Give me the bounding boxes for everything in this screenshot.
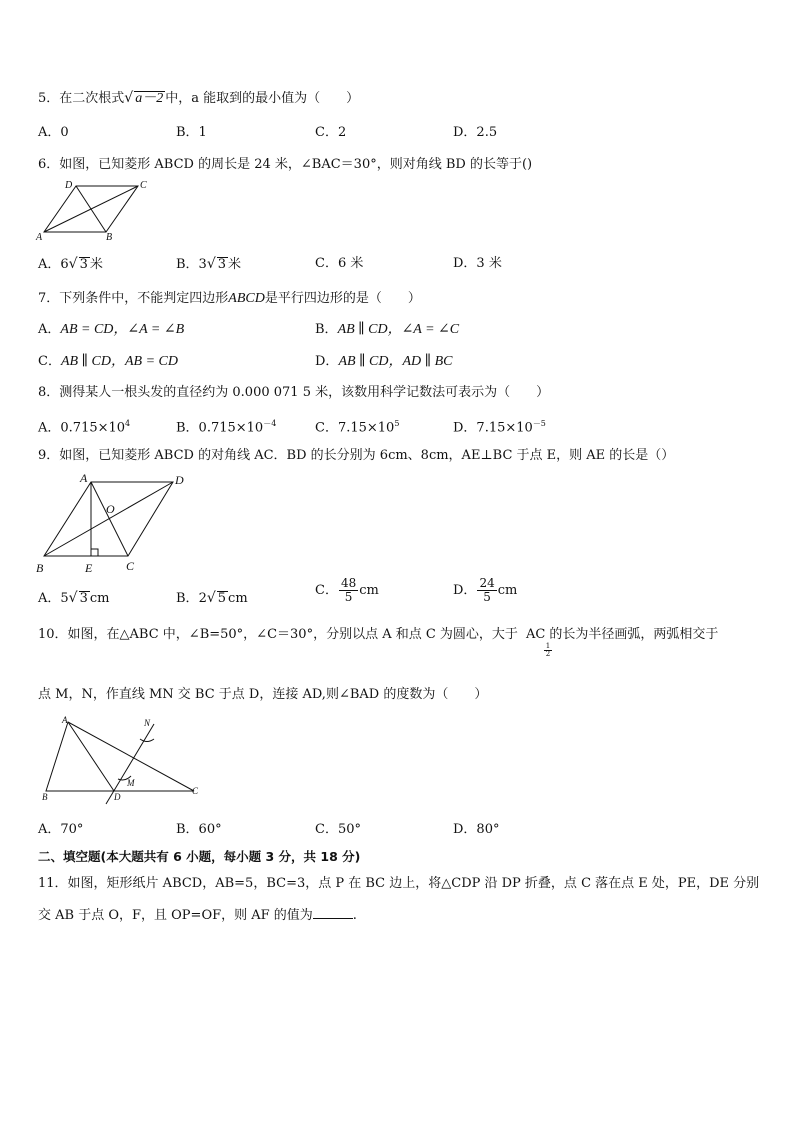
q7-stem-pre: 7．下列条件中，不能判定四边形 [38, 291, 229, 306]
q8-option-b-exp: －4 [263, 419, 277, 428]
fraction-numerator: 48 [340, 576, 357, 590]
q9-option-c-unit: cm [359, 583, 379, 598]
q10-label-d: D [114, 792, 121, 802]
q6-label-a: A [36, 232, 43, 243]
q10-option-a[interactable]: A．70° [38, 822, 84, 837]
q9-option-b-coef: 2 [198, 591, 207, 606]
q8-option-c-exp: 5 [394, 419, 400, 428]
q8-option-a-exp: 4 [125, 419, 131, 428]
q7-option-b-label: B． [315, 322, 338, 337]
q10-line1 [38, 627, 718, 643]
fraction-numerator: 24 [479, 576, 495, 590]
q10-segment-ad [68, 722, 114, 791]
q7-option-d[interactable] [315, 354, 452, 370]
q5-option-d[interactable]: D．2.5 [453, 125, 498, 140]
q9-option-a-label: A． [38, 591, 61, 606]
q10-option-b[interactable]: B．60° [176, 822, 222, 837]
q6-option-a[interactable] [38, 256, 103, 273]
q6-label-c: C [140, 180, 147, 191]
q10-arc-n [140, 739, 154, 742]
q11-line2 [38, 906, 357, 924]
q5-prefix: 5．在二次根式 [38, 91, 125, 106]
q10-line2: 点 M，N，作直线 MN 交 BC 于点 D，连接 AD,则∠BAD 的度数为（ ） [38, 687, 488, 702]
q8-option-a-base: A．0.715×10 [38, 420, 126, 436]
q9-option-a[interactable] [38, 590, 109, 607]
q9-label-c: C [126, 559, 135, 573]
q7-stem-post: 是平行四边形的是（ ） [264, 291, 421, 306]
q7-option-a[interactable] [38, 322, 184, 338]
q11-line2-end: . [352, 908, 357, 923]
q7-option-c-math: AB ∥ CD，AB = CD [60, 354, 178, 369]
q6-option-a-coef: A．6 [38, 257, 69, 272]
q9-option-c[interactable] [315, 577, 379, 604]
q7-option-c[interactable] [38, 354, 178, 370]
q10-label-b: B [42, 792, 48, 802]
q11-line2-text: 交 AB 于点 O，F，且 OP=OF，则 AF 的值为 [38, 908, 313, 923]
q5-option-b[interactable]: B．1 [176, 125, 207, 140]
q8-option-b-base: B．0.715×10 [176, 420, 264, 436]
q9-option-a-rad: 3 [79, 591, 88, 606]
q7-option-d-math: AB ∥ CD，AD ∥ BC [338, 354, 453, 369]
sqrt-symbol: √ [206, 590, 216, 606]
q5-suffix: 中，a 能取到的最小值为（ ） [165, 91, 360, 106]
q6-option-b-rad: 3 [217, 257, 227, 272]
sqrt-symbol: √ [68, 256, 78, 272]
q6-option-a-unit: 米 [89, 257, 103, 272]
q9-label-a: A [80, 471, 88, 485]
q8-option-a[interactable] [38, 416, 130, 436]
q6-option-d[interactable]: D．3 米 [453, 256, 502, 271]
q7-option-a-math: AB = CD，∠A = ∠B [60, 322, 185, 337]
q8-option-d-exp: －5 [532, 419, 546, 428]
q10-option-c[interactable]: C．50° [315, 822, 361, 837]
q6-rhombus-figure [38, 178, 148, 244]
q7-stem [38, 291, 421, 307]
q9-option-d[interactable] [453, 577, 517, 604]
q9-option-b-rad: 5 [217, 591, 227, 606]
section-2-title: 二、填空题(本大题共有 6 小题，每小题 3 分，共 18 分) [38, 849, 361, 864]
q10-line1a: 10．如图，在△ABC 中，∠B=50°，∠C＝30°，分别以点 A 和点 C 为圆心，大于 [38, 627, 518, 642]
q9-option-d-fraction [477, 577, 496, 604]
fraction-denominator: 5 [483, 590, 491, 604]
q10-label-n: N [144, 718, 151, 728]
q8-option-d-base: D．7.15×10 [453, 420, 533, 436]
fraction-denominator: 5 [344, 590, 353, 604]
q9-stem: 9．如图，已知菱形 ABCD 的对角线 AC．BD 的长分别为 6cm、8cm，AE⊥BC 于点 E，则 AE 的长是（） [38, 448, 675, 463]
q10-half-fraction [544, 643, 552, 658]
q9-label-d: D [175, 473, 184, 487]
fraction-denominator: 2 [545, 650, 551, 658]
q9-option-b[interactable] [176, 590, 248, 607]
q7-option-b[interactable] [315, 322, 459, 338]
q8-option-b[interactable] [176, 416, 276, 436]
q11-line1: 11．如图，矩形纸片 ABCD，AB=5，BC=3，点 P 在 BC 边上，将△CDP 沿 DP 折叠，点 C 落在点 E 处，PE，DE 分别 [38, 876, 760, 891]
sqrt-symbol: √ [68, 590, 78, 606]
q9-option-d-unit: cm [497, 583, 518, 598]
fraction-numerator: 1 [545, 642, 551, 650]
q6-stem: 6．如图，已知菱形 ABCD 的周长是 24 米，∠BAC＝30°，则对角线 BD 的长等于() [38, 157, 533, 172]
q9-diagonal-bd [44, 482, 173, 556]
q7-option-b-math: AB ∥ CD，∠A = ∠C [337, 322, 460, 337]
q7-option-c-label: C． [38, 354, 61, 369]
q9-label-e: E [85, 561, 93, 575]
q9-rhombus-figure [36, 470, 196, 580]
q10-triangle-figure [36, 712, 206, 807]
q5-option-c[interactable]: C．2 [315, 125, 347, 140]
q5-option-a[interactable]: A．0 [38, 125, 69, 140]
q9-option-b-label: B． [176, 591, 199, 606]
q6-option-b-coef: B．3 [176, 257, 207, 272]
q9-right-angle-mark [91, 549, 98, 556]
q9-option-a-unit: cm [89, 591, 110, 606]
q9-option-c-label: C． [315, 583, 338, 598]
q9-option-d-label: D． [453, 583, 477, 598]
q10-label-m: M [127, 778, 135, 788]
q7-stem-var: ABCD [228, 291, 265, 306]
q6-option-c[interactable]: C．6 米 [315, 256, 364, 271]
q5-radicand: a－2 [135, 91, 164, 106]
q6-label-d: D [65, 180, 73, 191]
q7-option-d-label: D． [315, 354, 339, 369]
q6-option-b[interactable] [176, 256, 241, 273]
sqrt-symbol: √ [124, 90, 134, 106]
q6-label-b: B [106, 232, 113, 243]
q9-label-o: O [106, 502, 115, 516]
sqrt-symbol: √ [206, 256, 216, 272]
q9-option-c-fraction [339, 577, 358, 604]
q8-option-c[interactable] [315, 416, 399, 436]
q9-option-a-coef: 5 [60, 591, 69, 606]
q8-option-d[interactable] [453, 416, 546, 436]
q9-option-b-unit: cm [228, 591, 248, 606]
q10-label-a: A [62, 715, 68, 725]
q10-label-c: C [192, 786, 199, 796]
q10-option-d[interactable]: D．80° [453, 822, 500, 837]
q6-option-b-unit: 米 [228, 257, 242, 272]
answer-blank[interactable] [313, 906, 353, 919]
q7-option-a-label: A． [38, 322, 61, 337]
q9-label-b: B [36, 561, 44, 575]
q6-diagonal-bd [76, 186, 106, 232]
q6-option-a-rad: 3 [79, 257, 88, 272]
q5-stem [38, 90, 359, 107]
q10-line1b: AC 的长为半径画弧，两弧相交于 [525, 627, 719, 642]
q8-stem: 8．测得某人一根头发的直径约为 0.000 071 5 米，该数用科学记数法可表示为（ ） [38, 385, 550, 400]
q8-option-c-base: C．7.15×10 [315, 420, 395, 436]
